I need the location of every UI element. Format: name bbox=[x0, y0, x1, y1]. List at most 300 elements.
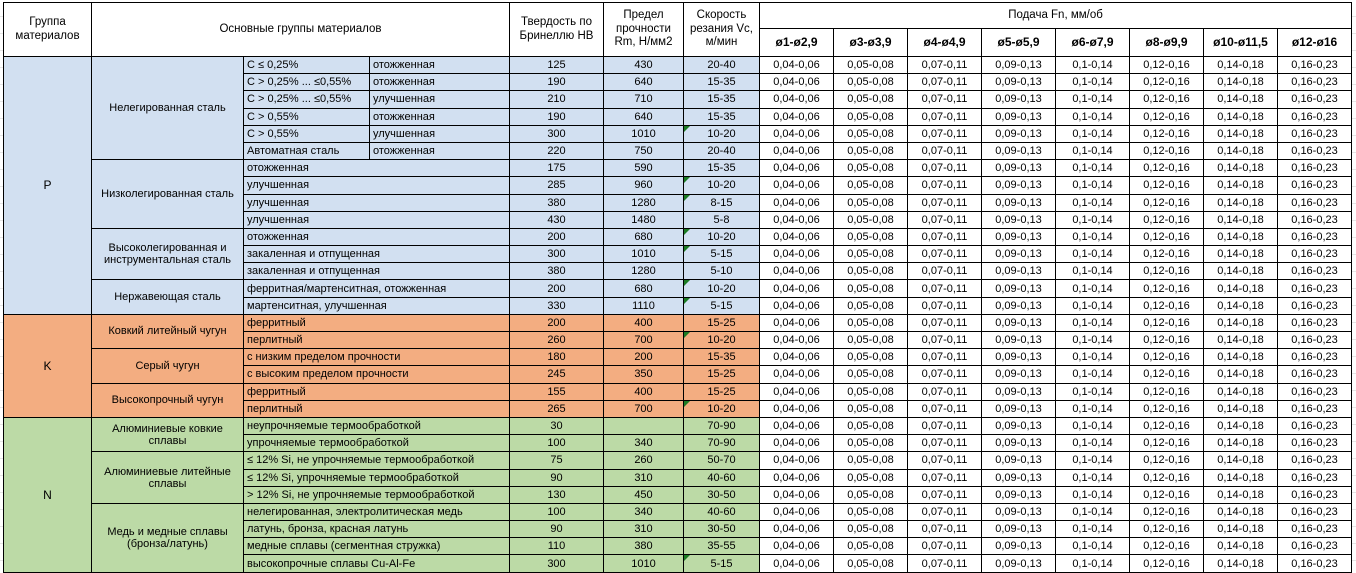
feed-value-cell[interactable]: 0,05-0,08 bbox=[834, 108, 908, 125]
hardness-cell[interactable]: 380 bbox=[510, 194, 604, 211]
material-state-cell[interactable]: неупрочняемые термообработкой bbox=[244, 417, 510, 434]
hardness-cell[interactable]: 220 bbox=[510, 142, 604, 159]
feed-value-cell[interactable]: 0,1-0,14 bbox=[1056, 503, 1130, 520]
feed-value-cell[interactable]: 0,14-0,18 bbox=[1204, 366, 1278, 383]
feed-value-cell[interactable]: 0,07-0,11 bbox=[908, 280, 982, 297]
feed-value-cell[interactable]: 0,05-0,08 bbox=[834, 74, 908, 91]
material-condition-cell[interactable]: C > 0,25% ... ≤0,55% bbox=[244, 91, 370, 108]
feed-value-cell[interactable]: 0,16-0,23 bbox=[1278, 366, 1352, 383]
feed-value-cell[interactable]: 0,16-0,23 bbox=[1278, 503, 1352, 520]
hardness-cell[interactable]: 200 bbox=[510, 280, 604, 297]
feed-value-cell[interactable]: 0,04-0,06 bbox=[760, 503, 834, 520]
feed-value-cell[interactable]: 0,16-0,23 bbox=[1278, 417, 1352, 434]
strength-cell[interactable]: 400 bbox=[604, 314, 684, 331]
feed-value-cell[interactable]: 0,14-0,18 bbox=[1204, 280, 1278, 297]
feed-value-cell[interactable]: 0,16-0,23 bbox=[1278, 57, 1352, 74]
feed-value-cell[interactable]: 0,07-0,11 bbox=[908, 246, 982, 263]
feed-value-cell[interactable]: 0,1-0,14 bbox=[1056, 297, 1130, 314]
feed-value-cell[interactable]: 0,1-0,14 bbox=[1056, 314, 1130, 331]
header-feed-diameter[interactable]: ø3-ø3,9 bbox=[834, 29, 908, 57]
material-state-cell[interactable]: отожженная bbox=[244, 228, 510, 245]
feed-value-cell[interactable]: 0,16-0,23 bbox=[1278, 177, 1352, 194]
cutting-speed-cell[interactable]: 70-90 bbox=[684, 417, 760, 434]
hardness-cell[interactable]: 180 bbox=[510, 349, 604, 366]
strength-cell[interactable]: 1280 bbox=[604, 194, 684, 211]
strength-cell[interactable]: 700 bbox=[604, 332, 684, 349]
feed-value-cell[interactable]: 0,05-0,08 bbox=[834, 503, 908, 520]
feed-value-cell[interactable]: 0,1-0,14 bbox=[1056, 160, 1130, 177]
feed-value-cell[interactable]: 0,12-0,16 bbox=[1130, 332, 1204, 349]
feed-value-cell[interactable]: 0,04-0,06 bbox=[760, 314, 834, 331]
feed-value-cell[interactable]: 0,05-0,08 bbox=[834, 314, 908, 331]
strength-cell[interactable]: 400 bbox=[604, 383, 684, 400]
strength-cell[interactable]: 1010 bbox=[604, 125, 684, 142]
feed-value-cell[interactable]: 0,14-0,18 bbox=[1204, 417, 1278, 434]
feed-value-cell[interactable]: 0,1-0,14 bbox=[1056, 57, 1130, 74]
header-materials-col[interactable]: Основные группы материалов bbox=[92, 3, 510, 57]
cutting-speed-cell[interactable]: 5-15 bbox=[684, 246, 760, 263]
strength-cell[interactable]: 340 bbox=[604, 503, 684, 520]
cutting-speed-cell[interactable]: 10-20 bbox=[684, 280, 760, 297]
material-state-cell[interactable]: мартенситная, улучшенная bbox=[244, 297, 510, 314]
feed-value-cell[interactable]: 0,09-0,13 bbox=[982, 314, 1056, 331]
hardness-cell[interactable]: 380 bbox=[510, 263, 604, 280]
material-state-cell[interactable]: латунь, бронза, красная латунь bbox=[244, 521, 510, 538]
feed-value-cell[interactable]: 0,04-0,06 bbox=[760, 228, 834, 245]
feed-value-cell[interactable]: 0,05-0,08 bbox=[834, 555, 908, 572]
strength-cell[interactable]: 310 bbox=[604, 521, 684, 538]
feed-value-cell[interactable]: 0,09-0,13 bbox=[982, 57, 1056, 74]
feed-value-cell[interactable]: 0,09-0,13 bbox=[982, 91, 1056, 108]
hardness-cell[interactable]: 190 bbox=[510, 108, 604, 125]
feed-value-cell[interactable]: 0,14-0,18 bbox=[1204, 452, 1278, 469]
feed-value-cell[interactable]: 0,05-0,08 bbox=[834, 400, 908, 417]
feed-value-cell[interactable]: 0,04-0,06 bbox=[760, 383, 834, 400]
feed-value-cell[interactable]: 0,14-0,18 bbox=[1204, 538, 1278, 555]
feed-value-cell[interactable]: 0,07-0,11 bbox=[908, 74, 982, 91]
feed-value-cell[interactable]: 0,16-0,23 bbox=[1278, 211, 1352, 228]
material-state-cell[interactable]: ≤ 12% Si, не упрочняемые термообработкой bbox=[244, 452, 510, 469]
cutting-speed-cell[interactable]: 30-50 bbox=[684, 486, 760, 503]
feed-value-cell[interactable]: 0,12-0,16 bbox=[1130, 555, 1204, 572]
material-state-cell[interactable]: ≤ 12% Si, упрочняемые термообработкой bbox=[244, 469, 510, 486]
feed-value-cell[interactable]: 0,04-0,06 bbox=[760, 366, 834, 383]
feed-value-cell[interactable]: 0,12-0,16 bbox=[1130, 246, 1204, 263]
hardness-cell[interactable]: 110 bbox=[510, 538, 604, 555]
feed-value-cell[interactable]: 0,07-0,11 bbox=[908, 521, 982, 538]
cutting-speed-cell[interactable]: 40-60 bbox=[684, 469, 760, 486]
material-state-cell[interactable]: улучшенная bbox=[370, 125, 510, 142]
feed-value-cell[interactable]: 0,07-0,11 bbox=[908, 142, 982, 159]
strength-cell[interactable]: 640 bbox=[604, 74, 684, 91]
material-condition-cell[interactable]: C > 0,55% bbox=[244, 125, 370, 142]
strength-cell[interactable]: 1110 bbox=[604, 297, 684, 314]
feed-value-cell[interactable]: 0,1-0,14 bbox=[1056, 538, 1130, 555]
feed-value-cell[interactable]: 0,07-0,11 bbox=[908, 452, 982, 469]
material-state-cell[interactable]: улучшенная bbox=[370, 91, 510, 108]
material-state-cell[interactable]: с низким пределом прочности bbox=[244, 349, 510, 366]
strength-cell[interactable]: 350 bbox=[604, 366, 684, 383]
feed-value-cell[interactable]: 0,04-0,06 bbox=[760, 400, 834, 417]
header-feed-diameter[interactable]: ø10-ø11,5 bbox=[1204, 29, 1278, 57]
header-feed-diameter[interactable]: ø4-ø4,9 bbox=[908, 29, 982, 57]
feed-value-cell[interactable]: 0,07-0,11 bbox=[908, 125, 982, 142]
feed-value-cell[interactable]: 0,12-0,16 bbox=[1130, 194, 1204, 211]
feed-value-cell[interactable]: 0,12-0,16 bbox=[1130, 108, 1204, 125]
feed-value-cell[interactable]: 0,14-0,18 bbox=[1204, 349, 1278, 366]
feed-value-cell[interactable]: 0,14-0,18 bbox=[1204, 521, 1278, 538]
feed-value-cell[interactable]: 0,16-0,23 bbox=[1278, 400, 1352, 417]
material-state-cell[interactable]: перлитный bbox=[244, 332, 510, 349]
hardness-cell[interactable]: 100 bbox=[510, 435, 604, 452]
header-hardness-col[interactable]: Твердость по Бринеллю HB bbox=[510, 3, 604, 57]
material-state-cell[interactable]: медные сплавы (сегментная стружка) bbox=[244, 538, 510, 555]
feed-value-cell[interactable]: 0,16-0,23 bbox=[1278, 263, 1352, 280]
feed-value-cell[interactable]: 0,14-0,18 bbox=[1204, 332, 1278, 349]
feed-value-cell[interactable]: 0,04-0,06 bbox=[760, 486, 834, 503]
feed-value-cell[interactable]: 0,14-0,18 bbox=[1204, 314, 1278, 331]
feed-value-cell[interactable]: 0,1-0,14 bbox=[1056, 263, 1130, 280]
subgroup-name-cell[interactable]: Медь и медные сплавы (бронза/латунь) bbox=[92, 503, 244, 572]
feed-value-cell[interactable]: 0,05-0,08 bbox=[834, 366, 908, 383]
material-condition-cell[interactable]: C ≤ 0,25% bbox=[244, 57, 370, 74]
material-state-cell[interactable]: закаленная и отпущенная bbox=[244, 263, 510, 280]
cutting-speed-cell[interactable]: 20-40 bbox=[684, 57, 760, 74]
feed-value-cell[interactable]: 0,07-0,11 bbox=[908, 332, 982, 349]
subgroup-name-cell[interactable]: Высоколегированная и инструментальная сталь bbox=[92, 228, 244, 280]
feed-value-cell[interactable]: 0,14-0,18 bbox=[1204, 91, 1278, 108]
feed-value-cell[interactable]: 0,16-0,23 bbox=[1278, 142, 1352, 159]
strength-cell[interactable]: 960 bbox=[604, 177, 684, 194]
feed-value-cell[interactable]: 0,16-0,23 bbox=[1278, 314, 1352, 331]
group-letter-cell[interactable]: K bbox=[4, 314, 92, 417]
feed-value-cell[interactable]: 0,12-0,16 bbox=[1130, 452, 1204, 469]
feed-value-cell[interactable]: 0,07-0,11 bbox=[908, 91, 982, 108]
feed-value-cell[interactable]: 0,04-0,06 bbox=[760, 332, 834, 349]
feed-value-cell[interactable]: 0,09-0,13 bbox=[982, 263, 1056, 280]
hardness-cell[interactable]: 210 bbox=[510, 91, 604, 108]
strength-cell[interactable]: 1480 bbox=[604, 211, 684, 228]
cutting-speed-cell[interactable]: 15-35 bbox=[684, 74, 760, 91]
material-state-cell[interactable]: улучшенная bbox=[244, 211, 510, 228]
strength-cell[interactable]: 1010 bbox=[604, 555, 684, 572]
feed-value-cell[interactable]: 0,09-0,13 bbox=[982, 400, 1056, 417]
feed-value-cell[interactable]: 0,16-0,23 bbox=[1278, 280, 1352, 297]
feed-value-cell[interactable]: 0,16-0,23 bbox=[1278, 435, 1352, 452]
feed-value-cell[interactable]: 0,16-0,23 bbox=[1278, 125, 1352, 142]
feed-value-cell[interactable]: 0,04-0,06 bbox=[760, 280, 834, 297]
feed-value-cell[interactable]: 0,04-0,06 bbox=[760, 74, 834, 91]
feed-value-cell[interactable]: 0,1-0,14 bbox=[1056, 125, 1130, 142]
feed-value-cell[interactable]: 0,1-0,14 bbox=[1056, 332, 1130, 349]
hardness-cell[interactable]: 285 bbox=[510, 177, 604, 194]
feed-value-cell[interactable]: 0,1-0,14 bbox=[1056, 142, 1130, 159]
strength-cell[interactable] bbox=[604, 417, 684, 434]
feed-value-cell[interactable]: 0,1-0,14 bbox=[1056, 349, 1130, 366]
feed-value-cell[interactable]: 0,14-0,18 bbox=[1204, 486, 1278, 503]
feed-value-cell[interactable]: 0,05-0,08 bbox=[834, 417, 908, 434]
feed-value-cell[interactable]: 0,09-0,13 bbox=[982, 538, 1056, 555]
feed-value-cell[interactable]: 0,12-0,16 bbox=[1130, 314, 1204, 331]
feed-value-cell[interactable]: 0,07-0,11 bbox=[908, 435, 982, 452]
header-feed-diameter[interactable]: ø12-ø16 bbox=[1278, 29, 1352, 57]
feed-value-cell[interactable]: 0,1-0,14 bbox=[1056, 177, 1130, 194]
feed-value-cell[interactable]: 0,1-0,14 bbox=[1056, 211, 1130, 228]
material-state-cell[interactable]: упрочняемые термообработкой bbox=[244, 435, 510, 452]
feed-value-cell[interactable]: 0,09-0,13 bbox=[982, 142, 1056, 159]
feed-value-cell[interactable]: 0,04-0,06 bbox=[760, 211, 834, 228]
feed-value-cell[interactable]: 0,14-0,18 bbox=[1204, 435, 1278, 452]
feed-value-cell[interactable]: 0,12-0,16 bbox=[1130, 538, 1204, 555]
feed-value-cell[interactable]: 0,16-0,23 bbox=[1278, 383, 1352, 400]
strength-cell[interactable]: 430 bbox=[604, 57, 684, 74]
cutting-speed-cell[interactable]: 15-35 bbox=[684, 108, 760, 125]
feed-value-cell[interactable]: 0,12-0,16 bbox=[1130, 297, 1204, 314]
strength-cell[interactable]: 640 bbox=[604, 108, 684, 125]
feed-value-cell[interactable]: 0,12-0,16 bbox=[1130, 349, 1204, 366]
feed-value-cell[interactable]: 0,14-0,18 bbox=[1204, 108, 1278, 125]
cutting-speed-cell[interactable]: 8-15 bbox=[684, 194, 760, 211]
feed-value-cell[interactable]: 0,04-0,06 bbox=[760, 435, 834, 452]
feed-value-cell[interactable]: 0,12-0,16 bbox=[1130, 503, 1204, 520]
feed-value-cell[interactable]: 0,12-0,16 bbox=[1130, 521, 1204, 538]
material-state-cell[interactable]: улучшенная bbox=[244, 177, 510, 194]
subgroup-name-cell[interactable]: Ковкий литейный чугун bbox=[92, 314, 244, 348]
feed-value-cell[interactable]: 0,09-0,13 bbox=[982, 521, 1056, 538]
feed-value-cell[interactable]: 0,05-0,08 bbox=[834, 211, 908, 228]
feed-value-cell[interactable]: 0,1-0,14 bbox=[1056, 74, 1130, 91]
cutting-speed-cell[interactable]: 15-35 bbox=[684, 349, 760, 366]
material-condition-cell[interactable]: Автоматная сталь bbox=[244, 142, 370, 159]
feed-value-cell[interactable]: 0,09-0,13 bbox=[982, 74, 1056, 91]
feed-value-cell[interactable]: 0,04-0,06 bbox=[760, 263, 834, 280]
strength-cell[interactable]: 680 bbox=[604, 280, 684, 297]
feed-value-cell[interactable]: 0,09-0,13 bbox=[982, 211, 1056, 228]
feed-value-cell[interactable]: 0,14-0,18 bbox=[1204, 177, 1278, 194]
strength-cell[interactable]: 450 bbox=[604, 486, 684, 503]
feed-value-cell[interactable]: 0,09-0,13 bbox=[982, 486, 1056, 503]
hardness-cell[interactable]: 175 bbox=[510, 160, 604, 177]
material-state-cell[interactable]: перлитный bbox=[244, 400, 510, 417]
strength-cell[interactable]: 340 bbox=[604, 435, 684, 452]
feed-value-cell[interactable]: 0,14-0,18 bbox=[1204, 194, 1278, 211]
material-state-cell[interactable]: > 12% Si, не упрочняемые термообработкой bbox=[244, 486, 510, 503]
material-state-cell[interactable]: ферритная/мартенситная, отожженная bbox=[244, 280, 510, 297]
hardness-cell[interactable]: 90 bbox=[510, 521, 604, 538]
feed-value-cell[interactable]: 0,05-0,08 bbox=[834, 177, 908, 194]
header-speed-col[interactable]: Скорость резания Vc, м/мин bbox=[684, 3, 760, 57]
cutting-speed-cell[interactable]: 15-25 bbox=[684, 383, 760, 400]
hardness-cell[interactable]: 190 bbox=[510, 74, 604, 91]
hardness-cell[interactable]: 430 bbox=[510, 211, 604, 228]
feed-value-cell[interactable]: 0,04-0,06 bbox=[760, 108, 834, 125]
cutting-speed-cell[interactable]: 5-15 bbox=[684, 555, 760, 572]
feed-value-cell[interactable]: 0,09-0,13 bbox=[982, 177, 1056, 194]
feed-value-cell[interactable]: 0,1-0,14 bbox=[1056, 435, 1130, 452]
feed-value-cell[interactable]: 0,04-0,06 bbox=[760, 57, 834, 74]
feed-value-cell[interactable]: 0,07-0,11 bbox=[908, 108, 982, 125]
hardness-cell[interactable]: 300 bbox=[510, 246, 604, 263]
feed-value-cell[interactable]: 0,04-0,06 bbox=[760, 521, 834, 538]
material-state-cell[interactable]: отожженная bbox=[370, 142, 510, 159]
feed-value-cell[interactable]: 0,05-0,08 bbox=[834, 383, 908, 400]
feed-value-cell[interactable]: 0,09-0,13 bbox=[982, 469, 1056, 486]
feed-value-cell[interactable]: 0,12-0,16 bbox=[1130, 435, 1204, 452]
feed-value-cell[interactable]: 0,04-0,06 bbox=[760, 177, 834, 194]
hardness-cell[interactable]: 245 bbox=[510, 366, 604, 383]
cutting-speed-cell[interactable]: 10-20 bbox=[684, 400, 760, 417]
cutting-speed-cell[interactable]: 20-40 bbox=[684, 142, 760, 159]
feed-value-cell[interactable]: 0,07-0,11 bbox=[908, 469, 982, 486]
feed-value-cell[interactable]: 0,07-0,11 bbox=[908, 297, 982, 314]
feed-value-cell[interactable]: 0,16-0,23 bbox=[1278, 246, 1352, 263]
group-letter-cell[interactable]: P bbox=[4, 57, 92, 315]
strength-cell[interactable]: 710 bbox=[604, 91, 684, 108]
feed-value-cell[interactable]: 0,16-0,23 bbox=[1278, 91, 1352, 108]
hardness-cell[interactable]: 265 bbox=[510, 400, 604, 417]
feed-value-cell[interactable]: 0,09-0,13 bbox=[982, 555, 1056, 572]
cutting-speed-cell[interactable]: 5-10 bbox=[684, 263, 760, 280]
feed-value-cell[interactable]: 0,1-0,14 bbox=[1056, 555, 1130, 572]
feed-value-cell[interactable]: 0,16-0,23 bbox=[1278, 486, 1352, 503]
feed-value-cell[interactable]: 0,14-0,18 bbox=[1204, 211, 1278, 228]
feed-value-cell[interactable]: 0,14-0,18 bbox=[1204, 246, 1278, 263]
cutting-speed-cell[interactable]: 10-20 bbox=[684, 125, 760, 142]
feed-value-cell[interactable]: 0,1-0,14 bbox=[1056, 383, 1130, 400]
hardness-cell[interactable]: 300 bbox=[510, 555, 604, 572]
strength-cell[interactable]: 700 bbox=[604, 400, 684, 417]
feed-value-cell[interactable]: 0,12-0,16 bbox=[1130, 125, 1204, 142]
feed-value-cell[interactable]: 0,16-0,23 bbox=[1278, 228, 1352, 245]
subgroup-name-cell[interactable]: Серый чугун bbox=[92, 349, 244, 383]
feed-value-cell[interactable]: 0,14-0,18 bbox=[1204, 160, 1278, 177]
feed-value-cell[interactable]: 0,05-0,08 bbox=[834, 486, 908, 503]
feed-value-cell[interactable]: 0,09-0,13 bbox=[982, 366, 1056, 383]
material-state-cell[interactable]: отожженная bbox=[370, 57, 510, 74]
feed-value-cell[interactable]: 0,16-0,23 bbox=[1278, 555, 1352, 572]
hardness-cell[interactable]: 155 bbox=[510, 383, 604, 400]
feed-value-cell[interactable]: 0,1-0,14 bbox=[1056, 228, 1130, 245]
feed-value-cell[interactable]: 0,1-0,14 bbox=[1056, 521, 1130, 538]
feed-value-cell[interactable]: 0,05-0,08 bbox=[834, 349, 908, 366]
feed-value-cell[interactable]: 0,16-0,23 bbox=[1278, 160, 1352, 177]
header-feed-diameter[interactable]: ø8-ø9,9 bbox=[1130, 29, 1204, 57]
header-feed-diameter[interactable]: ø1-ø2,9 bbox=[760, 29, 834, 57]
feed-value-cell[interactable]: 0,07-0,11 bbox=[908, 177, 982, 194]
material-state-cell[interactable]: ферритный bbox=[244, 383, 510, 400]
cutting-speed-cell[interactable]: 15-25 bbox=[684, 366, 760, 383]
feed-value-cell[interactable]: 0,14-0,18 bbox=[1204, 469, 1278, 486]
feed-value-cell[interactable]: 0,12-0,16 bbox=[1130, 74, 1204, 91]
feed-value-cell[interactable]: 0,1-0,14 bbox=[1056, 108, 1130, 125]
subgroup-name-cell[interactable]: Высокопрочный чугун bbox=[92, 383, 244, 417]
feed-value-cell[interactable]: 0,12-0,16 bbox=[1130, 417, 1204, 434]
feed-value-cell[interactable]: 0,05-0,08 bbox=[834, 142, 908, 159]
feed-value-cell[interactable]: 0,05-0,08 bbox=[834, 246, 908, 263]
feed-value-cell[interactable]: 0,09-0,13 bbox=[982, 280, 1056, 297]
feed-value-cell[interactable]: 0,07-0,11 bbox=[908, 555, 982, 572]
feed-value-cell[interactable]: 0,14-0,18 bbox=[1204, 125, 1278, 142]
feed-value-cell[interactable]: 0,12-0,16 bbox=[1130, 383, 1204, 400]
strength-cell[interactable]: 200 bbox=[604, 349, 684, 366]
material-condition-cell[interactable]: C > 0,55% bbox=[244, 108, 370, 125]
feed-value-cell[interactable]: 0,14-0,18 bbox=[1204, 263, 1278, 280]
hardness-cell[interactable]: 330 bbox=[510, 297, 604, 314]
feed-value-cell[interactable]: 0,09-0,13 bbox=[982, 332, 1056, 349]
feed-value-cell[interactable]: 0,12-0,16 bbox=[1130, 366, 1204, 383]
feed-value-cell[interactable]: 0,07-0,11 bbox=[908, 263, 982, 280]
feed-value-cell[interactable]: 0,14-0,18 bbox=[1204, 57, 1278, 74]
feed-value-cell[interactable]: 0,05-0,08 bbox=[834, 297, 908, 314]
cutting-speed-cell[interactable]: 10-20 bbox=[684, 228, 760, 245]
hardness-cell[interactable]: 90 bbox=[510, 469, 604, 486]
feed-value-cell[interactable]: 0,07-0,11 bbox=[908, 194, 982, 211]
strength-cell[interactable]: 380 bbox=[604, 538, 684, 555]
material-state-cell[interactable]: отожженная bbox=[244, 160, 510, 177]
feed-value-cell[interactable]: 0,09-0,13 bbox=[982, 228, 1056, 245]
material-state-cell[interactable]: нелегированная, электролитическая медь bbox=[244, 503, 510, 520]
feed-value-cell[interactable]: 0,09-0,13 bbox=[982, 297, 1056, 314]
cutting-speed-cell[interactable]: 15-35 bbox=[684, 160, 760, 177]
feed-value-cell[interactable]: 0,07-0,11 bbox=[908, 383, 982, 400]
feed-value-cell[interactable]: 0,05-0,08 bbox=[834, 452, 908, 469]
feed-value-cell[interactable]: 0,04-0,06 bbox=[760, 538, 834, 555]
cutting-speed-cell[interactable]: 30-50 bbox=[684, 521, 760, 538]
feed-value-cell[interactable]: 0,07-0,11 bbox=[908, 314, 982, 331]
feed-value-cell[interactable]: 0,12-0,16 bbox=[1130, 57, 1204, 74]
feed-value-cell[interactable]: 0,12-0,16 bbox=[1130, 280, 1204, 297]
feed-value-cell[interactable]: 0,1-0,14 bbox=[1056, 417, 1130, 434]
cutting-speed-cell[interactable]: 5-8 bbox=[684, 211, 760, 228]
feed-value-cell[interactable]: 0,16-0,23 bbox=[1278, 469, 1352, 486]
feed-value-cell[interactable]: 0,04-0,06 bbox=[760, 125, 834, 142]
header-feed-diameter[interactable]: ø5-ø5,9 bbox=[982, 29, 1056, 57]
material-state-cell[interactable]: закаленная и отпущенная bbox=[244, 246, 510, 263]
feed-value-cell[interactable]: 0,16-0,23 bbox=[1278, 108, 1352, 125]
feed-value-cell[interactable]: 0,04-0,06 bbox=[760, 91, 834, 108]
cutting-speed-cell[interactable]: 10-20 bbox=[684, 332, 760, 349]
feed-value-cell[interactable]: 0,05-0,08 bbox=[834, 160, 908, 177]
feed-value-cell[interactable]: 0,12-0,16 bbox=[1130, 211, 1204, 228]
cutting-speed-cell[interactable]: 15-35 bbox=[684, 91, 760, 108]
feed-value-cell[interactable]: 0,04-0,06 bbox=[760, 246, 834, 263]
material-state-cell[interactable]: отожженная bbox=[370, 108, 510, 125]
subgroup-name-cell[interactable]: Алюминиевые ковкие сплавы bbox=[92, 417, 244, 451]
feed-value-cell[interactable]: 0,07-0,11 bbox=[908, 211, 982, 228]
feed-value-cell[interactable]: 0,12-0,16 bbox=[1130, 263, 1204, 280]
feed-value-cell[interactable]: 0,1-0,14 bbox=[1056, 366, 1130, 383]
hardness-cell[interactable]: 130 bbox=[510, 486, 604, 503]
strength-cell[interactable]: 750 bbox=[604, 142, 684, 159]
feed-value-cell[interactable]: 0,14-0,18 bbox=[1204, 400, 1278, 417]
feed-value-cell[interactable]: 0,07-0,11 bbox=[908, 486, 982, 503]
feed-value-cell[interactable]: 0,16-0,23 bbox=[1278, 74, 1352, 91]
feed-value-cell[interactable]: 0,04-0,06 bbox=[760, 452, 834, 469]
feed-value-cell[interactable]: 0,04-0,06 bbox=[760, 469, 834, 486]
feed-value-cell[interactable]: 0,16-0,23 bbox=[1278, 297, 1352, 314]
hardness-cell[interactable]: 75 bbox=[510, 452, 604, 469]
cutting-speed-cell[interactable]: 70-90 bbox=[684, 435, 760, 452]
feed-value-cell[interactable]: 0,04-0,06 bbox=[760, 297, 834, 314]
feed-value-cell[interactable]: 0,14-0,18 bbox=[1204, 383, 1278, 400]
strength-cell[interactable]: 680 bbox=[604, 228, 684, 245]
cutting-speed-cell[interactable]: 10-20 bbox=[684, 177, 760, 194]
cutting-speed-cell[interactable]: 35-55 bbox=[684, 538, 760, 555]
feed-value-cell[interactable]: 0,14-0,18 bbox=[1204, 297, 1278, 314]
feed-value-cell[interactable]: 0,12-0,16 bbox=[1130, 160, 1204, 177]
feed-value-cell[interactable]: 0,05-0,08 bbox=[834, 91, 908, 108]
subgroup-name-cell[interactable]: Низколегированная сталь bbox=[92, 160, 244, 229]
